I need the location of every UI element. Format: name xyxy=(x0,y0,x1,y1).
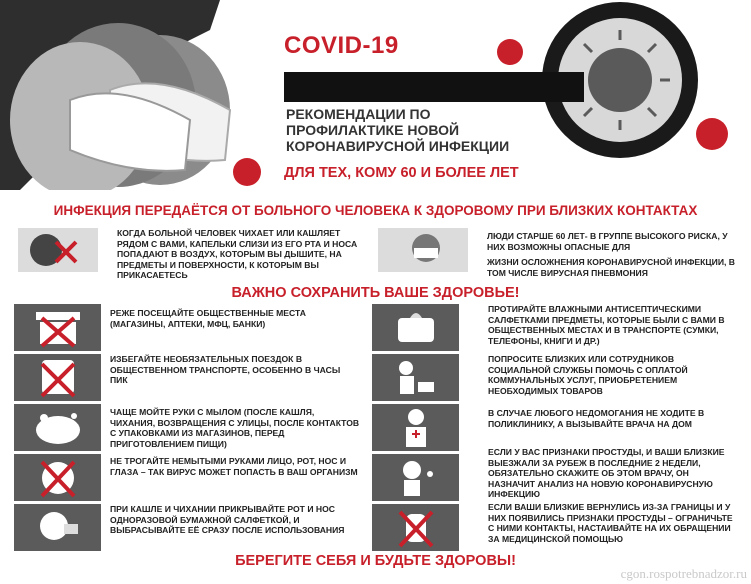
footer-slogan: БЕРЕГИТЕ СЕБЯ И БУДЬТЕ ЗДОРОВЫ! xyxy=(235,553,516,569)
intro-right-text-2: ЖИЗНИ ОСЛОЖНЕНИЯ КОРОНАВИРУСНОЙ ИНФЕКЦИИ, В ТОМ ЧИСЛЕ ВИРУСНАЯ ПНЕВМОНИЯ xyxy=(487,257,735,278)
tip-text: ПОПРОСИТЕ БЛИЗКИХ ИЛИ СОТРУДНИКОВ СОЦИАЛЬНОЙ СЛУЖБЫ ПОМОЧЬ С ОПЛАТОЙ КОММУНАЛЬНЫХ УСЛУГ, ПРИОБРЕТЕНИЕМ НЕОБХОДИМЫХ ТОВАРОВ xyxy=(488,354,688,396)
tip-text: ЕСЛИ ВАШИ БЛИЗКИЕ ВЕРНУЛИСЬ ИЗ-ЗА ГРАНИЦЫ И У НИХ ПОЯВИЛИСЬ ПРИЗНАКИ ПРОСТУДЫ – ОГРАНИЧЬТЕ С НИМИ КОНТАКТЫ, НАСТАИВАЙТЕ НА ИХ ОБРАЩЕНИИ ЗА МЕДИЦИНСКОЙ ПОМОЩЬЮ xyxy=(488,502,733,544)
tip-text: ПРОТИРАЙТЕ ВЛАЖНЫМИ АНТИСЕПТИЧЕСКИМИ САЛФЕТКАМИ ПРЕДМЕТЫ, КОТОРЫЕ БЫЛИ С ВАМИ В ОБЩЕСТВЕННЫХ МЕСТАХ И В ТРАНСПОРТЕ (СУМКИ, ТЕЛЕФОНЫ, КНИГИ И ДР.) xyxy=(488,304,725,346)
page-title: COVID-19 xyxy=(284,32,399,59)
sneeze-tissue-icon xyxy=(14,504,101,551)
title-bar xyxy=(284,72,584,102)
sneeze-crossed-icon xyxy=(18,228,98,272)
right-tips xyxy=(372,304,748,554)
doctor-icon xyxy=(372,404,459,451)
tip-text: РЕЖЕ ПОСЕЩАЙТЕ ОБЩЕСТВЕННЫЕ МЕСТА (МАГАЗИНЫ, АПТЕКИ, МФЦ, БАНКИ) xyxy=(110,308,306,329)
tip-text: В СЛУЧАЕ ЛЮБОГО НЕДОМОГАНИЯ НЕ ХОДИТЕ В ПОЛИКЛИНИКУ, А ВЫЗЫВАЙТЕ ВРАЧА НА ДОМ xyxy=(488,408,705,429)
source-watermark: cgon.rospotrebnadzor.ru xyxy=(620,566,747,581)
subtitle-line: ПРОФИЛАКТИКЕ НОВОЙ xyxy=(286,122,460,138)
intro-left-text: КОГДА БОЛЬНОЙ ЧЕЛОВЕК ЧИХАЕТ ИЛИ КАШЛЯЕТ РЯДОМ С ВАМИ, КАПЕЛЬКИ СЛИЗИ ИЗ ЕГО РТА И НОСА ПОПАДАЮТ В ВОЗДУХ, КОТОРЫМ ВЫ ДЫШИТЕ, НА ПРЕДМЕТЫ И ПОВЕРХНОСТИ, К КОТОРЫМ ВЫ ПРИКАСАЕТЕСЬ xyxy=(117,228,358,280)
bus-crossed-icon xyxy=(14,354,101,401)
age-group-line: ДЛЯ ТЕХ, КОМУ 60 И БОЛЕЕ ЛЕТ xyxy=(284,165,519,181)
subtitle xyxy=(286,106,546,154)
left-tips xyxy=(14,304,370,554)
wipes-icon xyxy=(372,304,459,351)
virus-icon xyxy=(225,150,269,194)
intro-right-text-1: ЛЮДИ СТАРШЕ 60 ЛЕТ- В ГРУППЕ ВЫСОКОГО РИСКА, У НИХ ВОЗМОЖНЫ ОПАСНЫЕ ДЛЯ xyxy=(487,231,728,252)
tip-text: ЕСЛИ У ВАС ПРИЗНАКИ ПРОСТУДЫ, И ВАШИ БЛИЗКИЕ ВЫЕЗЖАЛИ ЗА РУБЕЖ В ПОСЛЕДНИЕ 2 НЕДЕЛИ, ОБЯЗАТЕЛЬНО СКАЖИТЕ ОБ ЭТОМ ВРАЧУ, ОН НАЗНАЧИТ АНАЛИЗ НА НОВУЮ КОРОНАВИРУСНУЮ ИНФЕКЦИЮ xyxy=(488,447,725,499)
tip-text: ЧАЩЕ МОЙТЕ РУКИ С МЫЛОМ (ПОСЛЕ КАШЛЯ, ЧИХАНИЯ, ВОЗВРАЩЕНИЯ С УЛИЦЫ, ПОСЛЕ КОНТАКТОВ С УПАКОВКАМИ ИЗ МАГАЗИНОВ, ПЕРЕД ПРИГОТОВЛЕНИЕМ ПИЩИ) xyxy=(110,407,360,449)
subtitle-line: РЕКОМЕНДАЦИИ ПО xyxy=(286,106,431,122)
tip-text: ИЗБЕГАЙТЕ НЕОБЯЗАТЕЛЬНЫХ ПОЕЗДОК В ОБЩЕСТВЕННОМ ТРАНСПОРТЕ, ОСОБЕННО В ЧАСЫ ПИК xyxy=(110,354,341,385)
subtitle-line: КОРОНАВИРУСНОЙ ИНФЕКЦИИ xyxy=(286,138,510,154)
tip-text: ПРИ КАШЛЕ И ЧИХАНИИ ПРИКРЫВАЙТЕ РОТ И НОС ОДНОРАЗОВОЙ БУМАЖНОЙ САЛФЕТКОЙ, И ВЫБРАСЫВАЙТЕ ЕЁ СРАЗУ ПОСЛЕ ИСПОЛЬЗОВАНИЯ xyxy=(110,504,345,535)
stop-hand-icon xyxy=(372,504,459,551)
infection-headline: ИНФЕКЦИЯ ПЕРЕДАЁТСЯ ОТ БОЛЬНОГО ЧЕЛОВЕКА К ЗДОРОВОМУ ПРИ БЛИЗКИХ КОНТАКТАХ xyxy=(53,203,698,218)
elderly-mask-icon xyxy=(378,228,468,272)
sick-person-icon xyxy=(372,454,459,501)
tip-text: НЕ ТРОГАЙТЕ НЕМЫТЫМИ РУКАМИ ЛИЦО, РОТ, НОС И ГЛАЗА – ТАК ВИРУС МОЖЕТ ПОПАСТЬ В ВАШ ОРГАНИЗМ xyxy=(110,456,358,477)
face-touch-crossed-icon xyxy=(14,454,101,501)
important-headline: ВАЖНО СОХРАНИТЬ ВАШЕ ЗДОРОВЬЕ! xyxy=(231,285,520,301)
helper-icon xyxy=(372,354,459,401)
shop-crossed-icon xyxy=(14,304,101,351)
hand-wash-icon xyxy=(14,404,101,451)
